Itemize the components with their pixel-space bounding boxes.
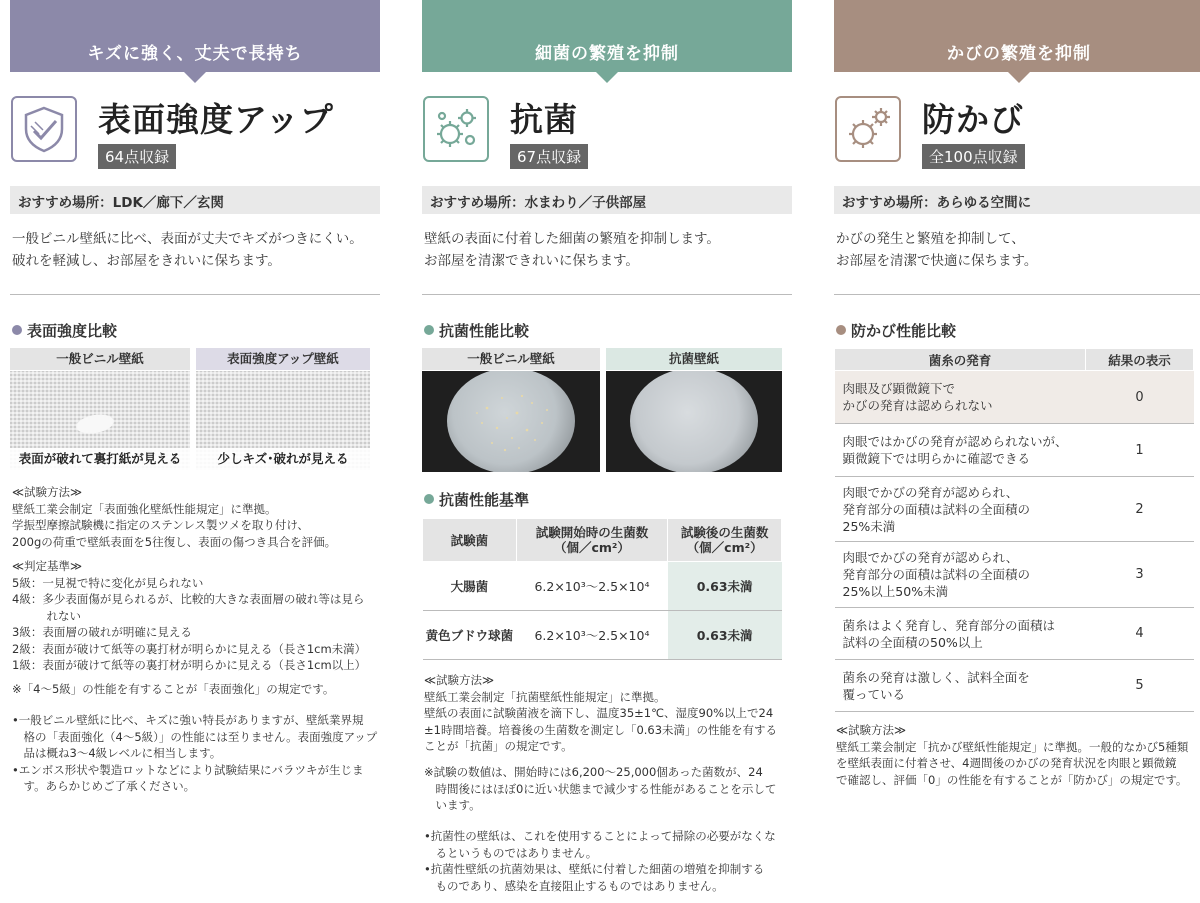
shield-check-icon: [11, 96, 77, 162]
count-badge: 67点収録: [510, 144, 588, 169]
recommend-place: おすすめ場所：LDK／廊下／玄関: [10, 186, 380, 214]
bullet-dot-icon: [424, 325, 434, 335]
image-caption-right: 少しキズ･破れが見える: [196, 448, 370, 470]
banner: 細菌の繁殖を抑制: [422, 0, 792, 72]
petri-dish-clean: [630, 371, 758, 472]
image-label-right: 表面強度アップ壁紙: [196, 348, 370, 370]
test-method: ≪試験方法≫ 壁紙工業会制定「抗かび壁紙性能規定」に準拠。一般的なかび5種類 を壁紙表面に付着させ、4週間後のかびの発育状況を肉眼と顕微鏡 で確認し、評価「0」の性能を有することが「防かび」の規定です。: [836, 723, 1189, 787]
banner: かびの繁殖を抑制: [834, 0, 1200, 72]
recommend-place: おすすめ場所：あらゆる空間に: [834, 186, 1200, 214]
criteria: ≪判定基準≫ 5級：一見視で特に変化が見られない 4級：多少表面傷が見られるが、比較的大きな表面層の破れ等は見ら れない 3級：表面層の破れが明確に見える 2級：表面が破けて紙等の裏打材が明らかに見える（長さ1cm未満） 1級：表面が破けて紙等の裏打材が明らかに見える（長さ1cm以上）: [12, 559, 367, 672]
section-title: 抗菌性能比較: [424, 320, 529, 341]
section-title: 防かび性能比較: [836, 320, 956, 341]
banner: キズに強く、丈夫で長持ち: [10, 0, 380, 72]
table-header: 菌糸の発育: [835, 349, 1086, 371]
description: 壁紙の表面に付着した細菌の繁殖を抑制します。 お部屋を清潔できれいに保ちます。: [424, 231, 720, 269]
count-badge: 全100点収録: [922, 144, 1025, 169]
bullet-notes: •抗菌性の壁紙は、これを使用することによって掃除の必要がなくな るというものではありません。 •抗菌性壁紙の抗菌効果は、壁紙に付着した細菌の増殖を抑制する ものであり、感染を直接阻止するものではありません。: [424, 829, 776, 893]
feature-title: 表面強度アップ: [98, 100, 334, 139]
divider: [422, 294, 792, 295]
table-row: 菌糸の発育は激しく、試料全面を 覆っている 5: [835, 660, 1194, 712]
image-caption-left: 表面が破れて裏打紙が見える: [10, 448, 190, 470]
wallpaper-image-left: [10, 371, 190, 470]
description: 一般ビニル壁紙に比べ、表面が丈夫でキズがつきにくい。 破れを軽減し、お部屋をきれいに保ちます。: [12, 231, 363, 269]
divider: [10, 294, 380, 295]
petri-dish-image-right: [606, 371, 782, 472]
table-row: 肉眼でかびの発育が認められ、 発育部分の面積は試料の全面積の 25%未満 2: [835, 477, 1194, 542]
antifungal-table: [834, 348, 1194, 712]
feature-title: 抗菌: [510, 100, 578, 139]
table-header: 試験後の生菌数 （個／cm²）: [668, 519, 782, 562]
test-method: ≪試験方法≫ 壁紙工業会制定「表面強化壁紙性能規定」に準拠。 学振型摩擦試験機に指定のステンレス製ツメを取り付け、 200gの荷重で壁紙表面を5往復し、表面の傷つき具合を評価。: [12, 485, 337, 549]
table-row: 菌糸はよく発育し、発育部分の面積は 試料の全面積の50%以上 4: [835, 608, 1194, 660]
description: かびの発生と繁殖を抑制して、 お部屋を清潔で快適に保ちます。: [836, 231, 1038, 269]
tear-mark: [75, 412, 116, 436]
table-header: 試験菌: [423, 519, 517, 562]
bullet-notes: •一般ビニル壁紙に比べ、キズに強い特長がありますが、壁紙業界規 格の「表面強化（4～5級）」の性能には至りません。表面強度アップ 品は概ね3～4級レベルに相当します。 •エンボス形状や製造ロットなどにより試験結果にバラツキが生じま す。あらかじめご了承ください。: [12, 713, 378, 793]
test-method: ≪試験方法≫ 壁紙工業会制定「抗菌壁紙性能規定」に準拠。 壁紙の表面に試験菌液を滴下し、温度35±1℃、湿度90%以上で24 ±1時間培養。培養後の生菌数を測定し「0.63未満」の性能を有する ことが「抗菌」の規定です。: [424, 673, 778, 753]
table-header: 試験開始時の生菌数 （個／cm²）: [516, 519, 668, 562]
column-antifungal: [834, 0, 1200, 903]
image-label-left: 一般ビニル壁紙: [422, 348, 600, 370]
petri-dish-with-bacteria: [447, 371, 575, 472]
antibacterial-table: [422, 518, 782, 660]
note: ※試験の数値は、開始時には6,200～25,000個あった菌数が、24 時間後にはほぼ0に近い状態まで減少する性能があることを示して います。: [424, 765, 777, 812]
feature-header: [422, 72, 792, 168]
recommend-place: おすすめ場所：水まわり／子供部屋: [422, 186, 792, 214]
table-row: 黄色ブドウ球菌 6.2×10³～2.5×10⁴ 0.63未満: [423, 611, 782, 660]
table-header: 結果の表示: [1086, 349, 1194, 371]
feature-header: [834, 72, 1200, 168]
feature-title: 防かび: [922, 100, 1024, 139]
table-row: 大腸菌 6.2×10³～2.5×10⁴ 0.63未満: [423, 562, 782, 611]
table-row: 肉眼ではかびの発育が認められないが、 顕微鏡下では明らかに確認できる 1: [835, 424, 1194, 477]
petri-dish-image-left: [422, 371, 600, 472]
table-row: 肉眼及び顕微鏡下で かびの発育は認められない 0: [835, 371, 1194, 424]
image-label-left: 一般ビニル壁紙: [10, 348, 190, 370]
wallpaper-image-right: [196, 371, 370, 470]
count-badge: 64点収録: [98, 144, 176, 169]
section-title-2: 抗菌性能基準: [424, 489, 529, 510]
table-row: 肉眼でかびの発育が認められ、 発育部分の面積は試料の全面積の 25%以上50%未満 3: [835, 542, 1194, 608]
bullet-dot-icon: [12, 325, 22, 335]
feature-header: [10, 72, 380, 168]
section-title: 表面強度比較: [12, 320, 117, 341]
bacteria-icon: [423, 96, 489, 162]
column-surface-strength: [10, 0, 380, 903]
bullet-dot-icon: [836, 325, 846, 335]
note: ※「4～5級」の性能を有することが「表面強化」の規定です。: [12, 682, 335, 696]
mold-spore-icon: [835, 96, 901, 162]
image-label-right: 抗菌壁紙: [606, 348, 782, 370]
divider: [834, 294, 1200, 295]
column-antibacterial: [422, 0, 792, 903]
bullet-dot-icon: [424, 494, 434, 504]
